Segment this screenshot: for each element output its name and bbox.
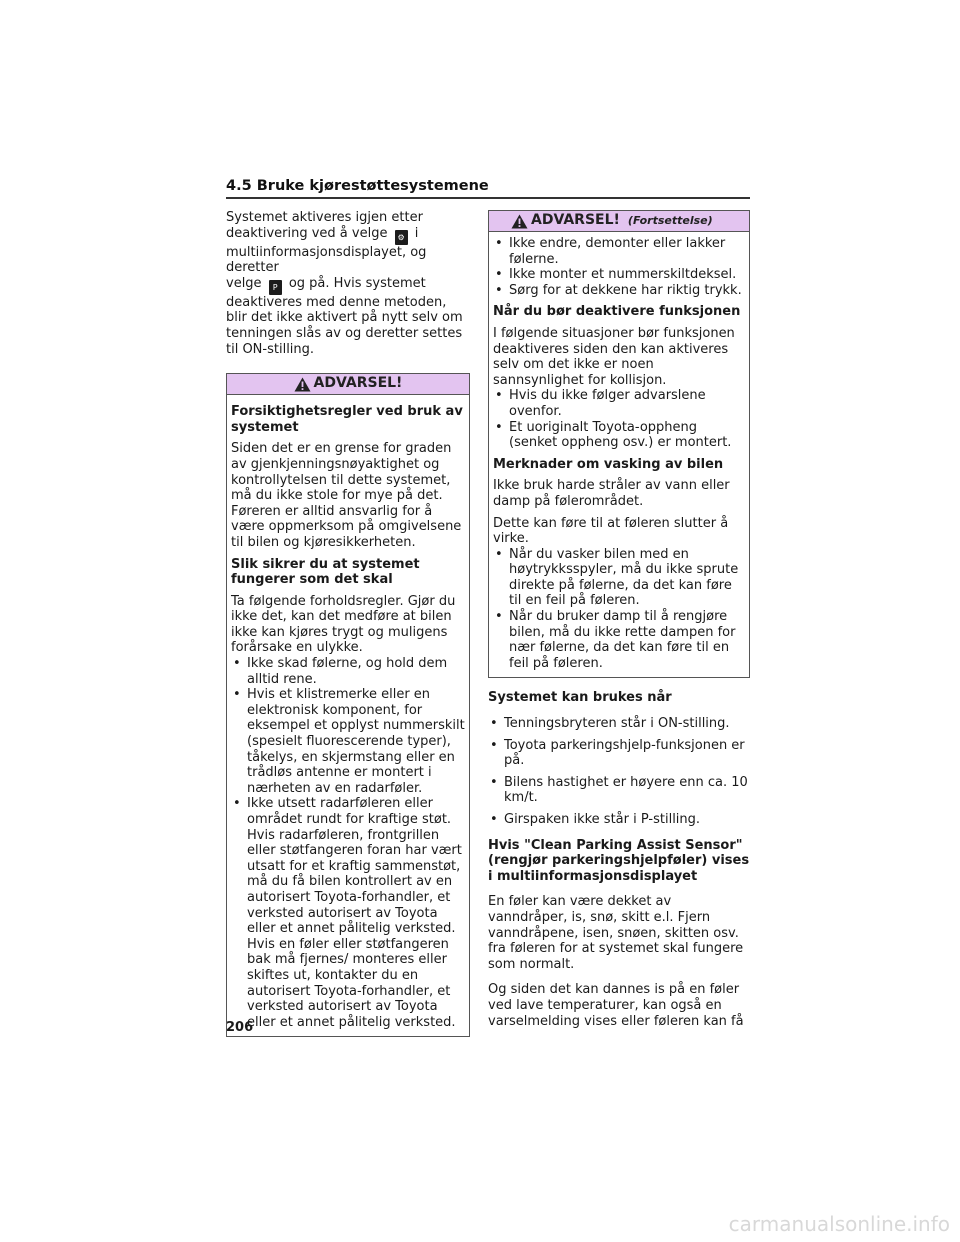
list-item: • Toyota parkeringshjelp-funksjonen er på. <box>488 738 750 769</box>
warning-heading: Merknader om vasking av bilen <box>493 456 724 472</box>
warning-paragraph: Ta følgende forholdsregler. Gjør du ikke det, kan det medføre at bilen ikke kan kjøres trygt og muligens forårsake en ulykke. <box>231 593 456 656</box>
warning-paragraph: I følgende situasjoner bør funksjonen deaktiveres siden den kan aktiveres selv om det ikke er noen sannsynlighet for kollisjon. <box>493 325 735 388</box>
watermark: carmanualsonline.info <box>728 1212 950 1236</box>
clean-sensor-paragraph: Og siden det kan dannes is på en føler ved lave temperaturer, kan også en varselmelding vises eller føleren kan få <box>488 982 744 1029</box>
warning-body <box>227 395 469 1036</box>
warning-paragraph: Dette kan føre til at føleren slutter å virke. <box>493 515 729 547</box>
list-item: • Bilens hastighet er høyere enn ca. 10 km/t. <box>488 775 750 806</box>
warning-paragraph: Siden det er en grense for graden av gjenkjenningsnøyaktighet og kontrollytelsen til dette systemet, må du ikke stole for mye på det. Føreren er alltid ansvarlig for å være oppmerksom på omgivelsene til bilen og kjøresikkerheten. <box>231 441 462 550</box>
warning-heading: Slik sikrer du at systemet fungerer som det skal <box>231 556 420 588</box>
list-item: • Hvis du ikke følger advarslene ovenfor. <box>493 388 745 419</box>
warning-continued-label: (Fortsettelse) <box>627 214 713 228</box>
warning-header <box>489 211 749 232</box>
header-divider <box>226 197 750 199</box>
list-item: • Girspaken ikke står i P-stilling. <box>488 812 750 828</box>
page-number: 206 <box>226 1020 254 1035</box>
section-title: 4.5 Bruke kjørestøttesystemene <box>226 178 489 194</box>
list-item: • Når du vasker bilen med en høytrykksspyler, må du ikke sprute direkte på følerne, da det kan føre til en feil på føleren. <box>493 547 745 609</box>
list-item: • Når du bruker damp til å rengjøre bilen, må du ikke rette dampen for nær følerne, da det kan føre til en feil på føleren. <box>493 609 745 671</box>
parking-assist-icon: P <box>269 280 282 295</box>
settings-icon: ⚙ <box>395 230 408 245</box>
usable-heading: Systemet kan brukes når <box>488 690 672 706</box>
list-item: • Ikke utsett radarføleren eller området rundt for kraftige støt. Hvis radarføleren, frontgrillen eller støtfangeren foran har vært utsatt for et kraftig sammenstøt, må du få bilen kontrollert av en autorisert Toyota-forhandler, et verksted autorisert av Toyota eller et annet pålitelig verksted. Hvis en føler eller støtfangeren bak må fjernes/ monteres eller skiftes ut, kontakter du en autorisert Toyota-forhandler, et verksted autorisert av Toyota eller et annet pålitelig verksted. <box>231 796 465 1030</box>
clean-sensor-paragraph: En føler kan være dekket av vanndråper, is, snø, skitt e.l. Fjern vanndråpene, isen, snøen, skitten osv. fra føleren for at systemet skal fungere som normalt. <box>488 894 744 972</box>
warning-title: ADVARSEL! <box>531 212 620 229</box>
list-item: • Ikke monter et nummerskiltdeksel. <box>493 267 745 283</box>
left-column <box>226 210 470 1037</box>
warning-box-continued <box>488 210 750 678</box>
clean-sensor-heading: Hvis "Clean Parking Assist Sensor" (rengjør parkeringshjelpføler) vises i multiinformasjonsdisplayet <box>488 837 750 884</box>
intro-paragraph: Systemet aktiveres igjen etter deaktivering ved å velge ⚙ i multiinformasjonsdisplayet, og deretter velge P og på. Hvis systemet deaktiveres med denne metoden, blir det ikke aktivert på nytt selv om tenningen slås av og deretter settes til ON-stilling. <box>226 210 463 357</box>
warning-triangle-icon <box>294 377 311 392</box>
warning-title: ADVARSEL! <box>313 375 403 392</box>
warning-header <box>227 374 469 395</box>
list-item: • Ikke skad følerne, og hold dem alltid rene. <box>231 656 465 687</box>
warning-body <box>489 232 749 677</box>
warning-heading: Forsiktighetsregler ved bruk av systemet <box>231 404 463 435</box>
warning-box <box>226 373 470 1037</box>
list-item: • Tenningsbryteren står i ON-stilling. <box>488 716 750 732</box>
list-item: • Ikke endre, demonter eller lakker følerne. <box>493 236 745 267</box>
right-column <box>488 210 750 1029</box>
warning-paragraph: Ikke bruk harde stråler av vann eller damp på følerområdet. <box>493 478 730 509</box>
list-item: • Hvis et klistremerke eller en elektronisk komponent, for eksempel et opplyst nummerskilt (spesielt fluorescerende typer), tåkelys, en skjermstang eller en trådløs antenne er montert i nærheten av en radarføler. <box>231 687 465 796</box>
warning-heading: Når du bør deaktivere funksjonen <box>493 304 741 320</box>
list-item: • Sørg for at dekkene har riktig trykk. <box>493 283 745 299</box>
list-item: • Et uoriginalt Toyota-oppheng (senket oppheng osv.) er montert. <box>493 420 745 451</box>
warning-triangle-icon <box>511 214 528 229</box>
